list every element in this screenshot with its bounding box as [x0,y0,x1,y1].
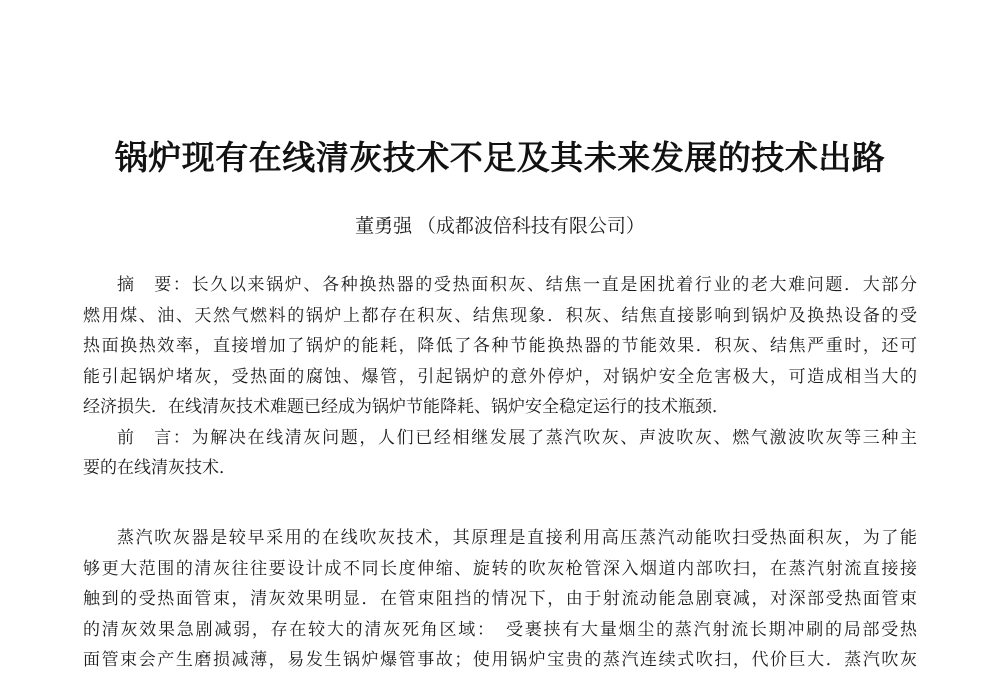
abstract-line: 热面换热效率，直接增加了锅炉的能耗，降低了各种节能换热器的节能效果．积灰、结焦严重时，还可 [83,336,917,355]
foreword-line: 前 言：为解决在线清灰问题，人们已经相继发展了蒸汽吹灰、声波吹灰、燃气激波吹灰等三种主 [117,427,917,447]
page-title: 锅炉现有在线清灰技术不足及其未来发展的技术出路 [114,139,886,176]
body-line: 够更大范围的清灰往往要设计成不同长度伸缩、旋转的吹灰枪管深入烟道内部吹扫，在蒸汽射流直接接 [83,558,917,578]
abstract-and-foreword-section [83,270,917,484]
body-paragraph-section [83,523,917,675]
byline: 董勇强 （成都波倍科技有限公司） [355,216,645,237]
foreword-line: 要的在线清灰技术． [83,458,236,477]
body-line: 的清灰效果急剧减弱，存在较大的清灰死角区域： 受裹挟有大量烟尘的蒸汽射流长期冲刷的局部受热 [83,619,917,639]
abstract-line: 摘 要：长久以来锅炉、各种换热器的受热面积灰、结焦一直是困扰着行业的老大难问题．大部分 [117,275,917,294]
body-line: 触到的受热面管束，清灰效果明显．在管束阻挡的情况下，由于射流动能急剧衰减，对深部受热面管束 [83,589,917,608]
abstract-line: 经济损失．在线清灰技术难题已经成为锅炉节能降耗、锅炉安全稳定运行的技术瓶颈． [83,397,729,416]
body-line: 面管束会产生磨损减薄，易发生锅炉爆管事故；使用锅炉宝贵的蒸汽连续式吹扫，代价巨大．蒸汽吹灰 [83,650,917,669]
body-line: 蒸汽吹灰器是较早采用的在线吹灰技术，其原理是直接利用高压蒸汽动能吹扫受热面积灰，为了能 [117,528,917,547]
abstract-line: 能引起锅炉堵灰，受热面的腐蚀、爆管，引起锅炉的意外停炉，对锅炉安全危害极大，可造成相当大的 [83,366,917,386]
abstract-line: 燃用煤、油、天然气燃料的锅炉上都存在积灰、结焦现象．积灰、结焦直接影响到锅炉及换热设备的受 [83,305,917,325]
